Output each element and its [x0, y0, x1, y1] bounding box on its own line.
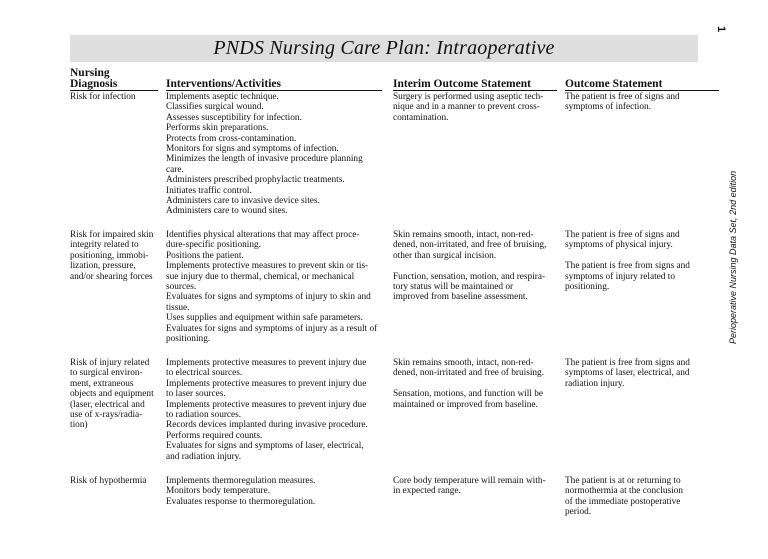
text-line: symptoms of physical injury.	[565, 240, 673, 251]
text-line: Sensation, motions, and function will be	[393, 389, 544, 400]
header-outcome: Outcome Statement	[565, 79, 719, 91]
text-line: objects and equipment	[70, 389, 154, 400]
text-line: positioning.	[166, 334, 211, 345]
text-line: positioning, immobi-	[70, 250, 149, 261]
row3-outcome	[565, 358, 721, 389]
header-nursing-diagnosis	[70, 68, 158, 91]
text-line: sue injury due to thermal, chemical, or mechanical	[166, 271, 355, 282]
text-line: in expected range.	[393, 486, 461, 497]
text-line: to radiation sources.	[166, 410, 242, 421]
text-line: other than surgical incision.	[393, 250, 497, 261]
text-line: Function, sensation, motion, and respira-	[393, 271, 546, 282]
text-line: positioning.	[565, 282, 610, 293]
text-line: Minimizes the length of invasive procedure planning	[166, 154, 363, 165]
row2-diagnosis	[70, 230, 162, 282]
text-line: Implements protective measures to prevent injury due	[166, 358, 367, 368]
text-line: Initiates traffic control.	[166, 185, 252, 196]
row3-diagnosis	[70, 358, 162, 431]
row1-diagnosis	[70, 92, 162, 102]
row4-outcome	[565, 476, 721, 518]
row1-interventions	[166, 92, 388, 217]
text-line: Positions the patient.	[166, 250, 244, 261]
text-line: Administers care to wound sites.	[166, 206, 288, 217]
row3-interim	[393, 358, 559, 410]
text-line: Implements protective measures to prevent skin or tis-	[166, 261, 369, 272]
text-line: tissue.	[166, 302, 190, 313]
text-line: Performs skin preparations.	[166, 123, 269, 134]
text-line: Evaluates for signs and symptoms of injury as a result of	[166, 323, 378, 334]
page-number: 1	[715, 26, 727, 33]
row3-interventions	[166, 358, 388, 462]
header-diagnosis-line2: Diagnosis	[70, 78, 118, 90]
row4-diagnosis	[70, 476, 162, 486]
text-line: contamination.	[393, 112, 449, 123]
text-line: Evaluates for signs and symptoms of laser, electrical,	[166, 441, 364, 452]
text-line: care.	[166, 164, 184, 175]
text-line: to laser sources.	[166, 389, 226, 400]
text-line: ment, extraneous	[70, 378, 134, 389]
text-line: dure-specific positioning.	[166, 240, 262, 251]
text-line: Classifies surgical wound.	[166, 102, 264, 113]
row2-interim	[393, 230, 559, 303]
text-line: tory status will be maintained or	[393, 282, 514, 293]
text-line: Protects from cross-contamination.	[166, 133, 297, 144]
text-line: Risk for impaired skin	[70, 230, 154, 240]
header-interventions: Interventions/Activities	[166, 79, 382, 91]
text-line: to surgical environ-	[70, 368, 143, 379]
text-line: The patient is free from signs and	[565, 261, 690, 272]
text-line: maintained or improved from baseline.	[393, 399, 538, 410]
text-line: Administers care to invasive device sites.	[166, 196, 320, 207]
text-line: Implements thermoregulation measures.	[166, 476, 316, 486]
text-line: lization, pressure,	[70, 261, 136, 272]
text-line: Administers prescribed prophylactic treatments.	[166, 175, 345, 186]
text-line: of the immediate postoperative	[565, 496, 681, 507]
text-line: Risk of hypothermia	[70, 476, 147, 486]
text-line: Implements protective measures to prevent injury due	[166, 399, 367, 410]
text-line: symptoms of infection.	[565, 102, 651, 113]
text-line: Performs required counts.	[166, 430, 263, 441]
text-line: The patient is free from signs and	[565, 358, 690, 368]
text-line: Core body temperature will remain with-	[393, 476, 546, 486]
text-line: Surgery is performed using aseptic tech-	[393, 92, 544, 102]
row4-interventions	[166, 476, 388, 507]
text-line: use of x-rays/radia-	[70, 410, 143, 421]
text-line: Evaluates for signs and symptoms of injury to skin and	[166, 292, 371, 303]
text-line: Records devices implanted during invasive procedure.	[166, 420, 368, 431]
text-line: radiation injury.	[565, 378, 625, 389]
text-line: (laser, electrical and	[70, 399, 145, 410]
text-line: The patient is at or returning to	[565, 476, 681, 486]
text-line: Skin remains smooth, intact, non-red-	[393, 230, 534, 240]
text-line: Identifies physical alterations that may affect proce-	[166, 230, 360, 240]
text-line: Monitors body temperature.	[166, 486, 271, 497]
text-line: improved from baseline assessment.	[393, 292, 528, 303]
text-line: Evaluates response to thermoregulation.	[166, 496, 316, 507]
text-line: symptoms of injury related to	[565, 271, 675, 282]
row4-interim	[393, 476, 559, 497]
text-line: Assesses susceptibility for infection.	[166, 112, 302, 123]
text-line: and radiation injury.	[166, 451, 242, 462]
text-line: to electrical sources.	[166, 368, 243, 379]
header-interim-outcome: Interim Outcome Statement	[393, 79, 557, 91]
header-diagnosis-line1: Nursing	[70, 67, 110, 79]
text-line: tion)	[70, 420, 88, 431]
text-line: integrity related to	[70, 240, 139, 251]
text-line: nique and in a manner to prevent cross-	[393, 102, 540, 113]
text-line: Implements aseptic technique.	[166, 92, 279, 102]
text-line: sources.	[166, 282, 197, 293]
text-line: Uses supplies and equipment within safe parameters.	[166, 313, 363, 324]
page-title: PNDS Nursing Care Plan: Intraoperative	[213, 37, 555, 59]
text-line: and/or shearing forces	[70, 271, 153, 282]
text-line: Implements protective measures to prevent injury due	[166, 378, 367, 389]
row1-interim	[393, 92, 559, 123]
text-line: The patient is free of signs and	[565, 230, 680, 240]
text-line: Risk of injury related	[70, 358, 150, 368]
text-line: The patient is free of signs and	[565, 92, 680, 102]
text-line: Monitors for signs and symptoms of infection.	[166, 144, 339, 155]
text-line: period.	[565, 507, 592, 518]
side-caption: Perioperative Nursing Data Set, 2nd edition	[728, 170, 738, 344]
row2-interventions	[166, 230, 388, 344]
text-line: dened, non-irritated, and free of bruising,	[393, 240, 547, 251]
row2-outcome	[565, 230, 721, 292]
text-line: normothermia at the conclusion	[565, 486, 683, 497]
text-line: symptoms of laser, electrical, and	[565, 368, 690, 379]
text-line: Skin remains smooth, intact, non-red-	[393, 358, 534, 368]
title-band	[70, 35, 698, 62]
row1-outcome	[565, 92, 721, 113]
text-line: Risk for infection	[70, 92, 136, 102]
text-line: dened, non-irritated and free of bruising.	[393, 368, 545, 379]
